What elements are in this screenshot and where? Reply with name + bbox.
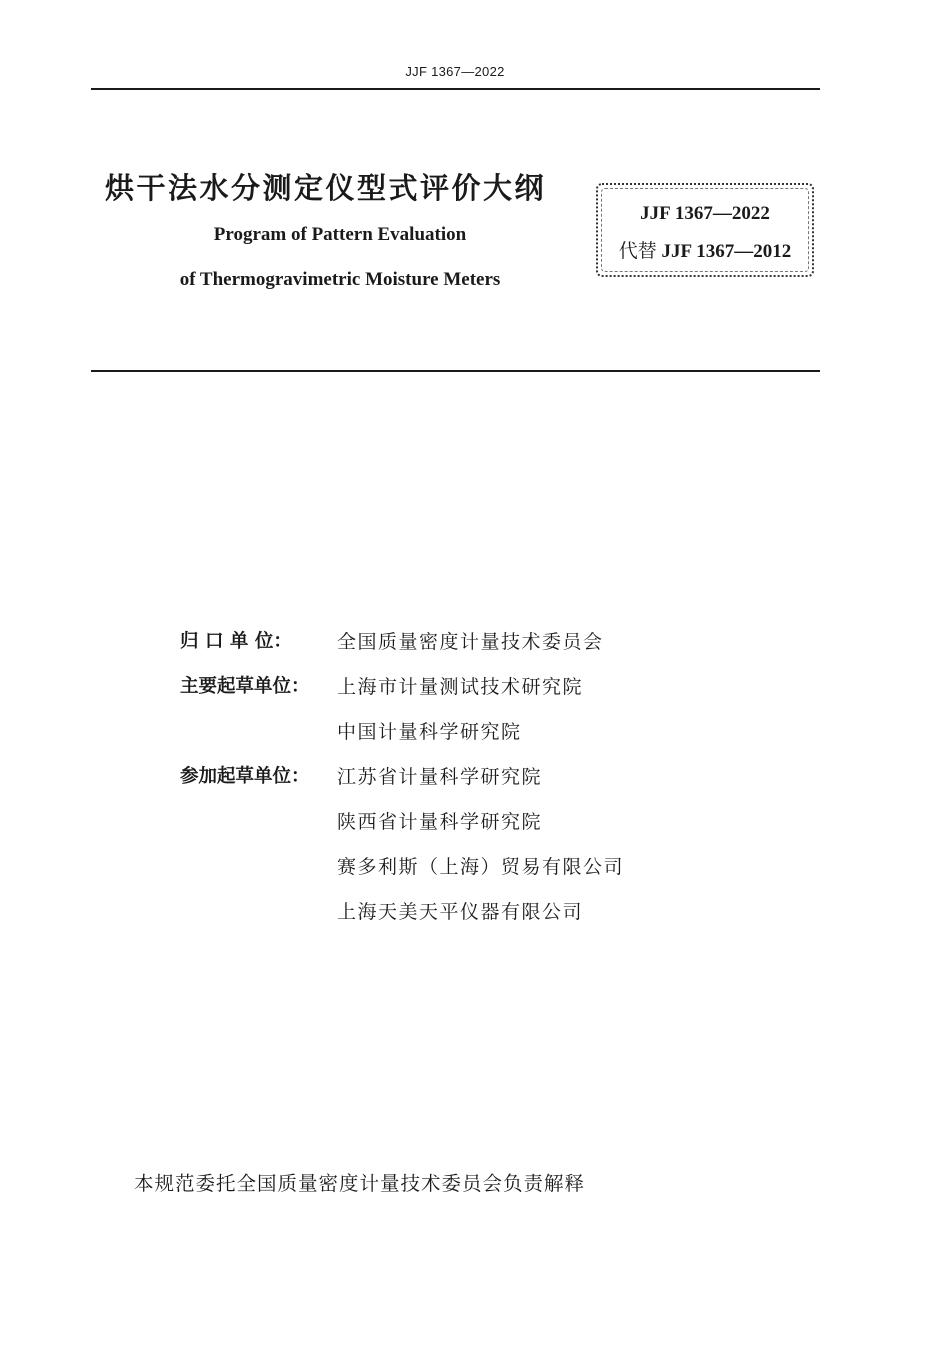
unit-row-participating (180, 762, 624, 807)
unit-value: 赛多利斯（上海）贸易有限公司 (337, 856, 625, 878)
unit-row-participating-cont (180, 852, 624, 897)
header-standard-code: JJF 1367—2022 (405, 64, 505, 79)
drafting-units (180, 627, 624, 942)
middle-rule (91, 370, 820, 372)
unit-label-empty (180, 852, 337, 897)
unit-row-main-drafting (180, 672, 624, 717)
replaces-line (598, 236, 812, 263)
title-english-line1: Program of Pattern Evaluation (213, 224, 467, 245)
unit-value: 中国计量科学研究院 (337, 721, 522, 743)
unit-label-participating: 参加起草单位： (180, 766, 310, 787)
unit-value: 上海市计量测试技术研究院 (337, 676, 584, 698)
unit-label-main-drafting: 主要起草单位： (180, 676, 310, 697)
unit-row-participating-cont (180, 807, 624, 852)
standard-code-box (596, 183, 814, 277)
standard-number: JJF 1367—2022 (640, 203, 770, 224)
unit-row-participating-cont (180, 897, 624, 942)
interpretation-note: 本规范委托全国质量密度计量技术委员会负责解释 (134, 1172, 586, 1195)
title-english-line2: of Thermogravimetric Moisture Meters (179, 269, 501, 290)
replaces-prefix: 代替 (618, 240, 657, 262)
unit-value: 陕西省计量科学研究院 (337, 811, 543, 833)
unit-label-empty (180, 807, 337, 852)
unit-label-responsible: 归 口 单 位： (180, 631, 292, 652)
unit-label-empty (180, 717, 337, 762)
unit-label-empty (180, 897, 337, 942)
unit-row-responsible (180, 627, 624, 672)
unit-value: 江苏省计量科学研究院 (337, 766, 543, 788)
title-chinese: 烘干法水分测定仪型式评价大纲 (105, 171, 547, 205)
unit-value: 上海天美天平仪器有限公司 (337, 901, 584, 923)
unit-row-main-drafting-cont (180, 717, 624, 762)
unit-value: 全国质量密度计量技术委员会 (337, 631, 604, 653)
replaces-number: JJF 1367—2012 (656, 241, 792, 262)
top-rule (91, 88, 820, 90)
